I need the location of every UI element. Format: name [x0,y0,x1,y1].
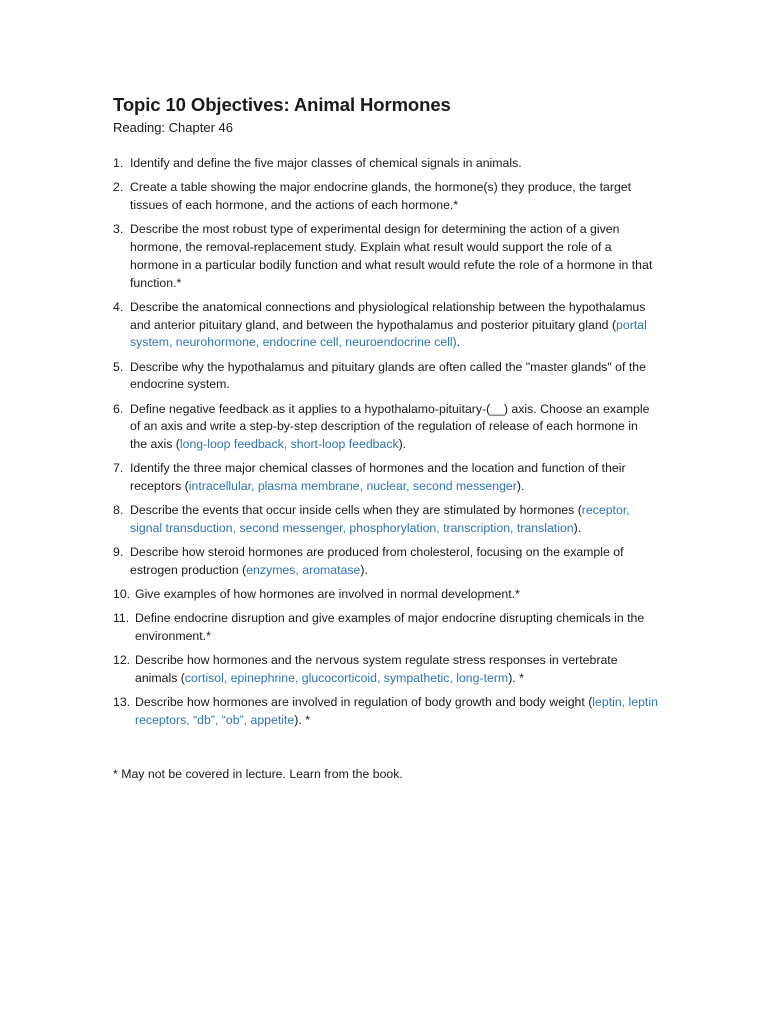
objective-text-segment: ). * [508,671,524,686]
objective-item [113,179,658,215]
objective-text-segment: Describe how hormones and the nervous system regulate stress responses in vertebrate animals ( [135,653,618,686]
objectives-list [113,155,658,736]
objective-item [113,460,658,496]
objective-number: 8. [113,503,124,518]
key-terms: leptin, leptin receptors, “db”, “ob”, appetite [135,695,658,728]
key-terms: receptor, signal transduction, second messenger, phosphorylation, transcription, translation [130,503,630,536]
objective-item [113,544,658,580]
objective-text [130,502,658,538]
objective-number: 11. [113,611,130,626]
objective-text-segment: Identify and define the five major classes of chemical signals in animals. [130,156,522,170]
reading-assignment: Reading: Chapter 46 [113,120,233,135]
objective-text [130,544,658,580]
objective-item [113,359,658,395]
objective-text [130,299,658,352]
objective-number: 12. [113,653,131,668]
objective-number: 9. [113,545,124,560]
key-terms: portal system, neurohormone, endocrine cell, neuroendocrine cell) [130,317,647,350]
objective-number: 1. [113,156,124,170]
objective-item [113,401,658,454]
objective-text [130,401,658,454]
objective-text [130,359,658,395]
objective-text [135,610,658,646]
objective-text [130,155,522,173]
objective-text-segment: ). * [294,713,310,728]
objective-number: 10. [113,587,131,602]
objective-text-segment: ). [516,479,525,494]
objective-text-segment: Describe the most robust type of experimental design for determining the action of a given hormone, the removal-replacement study. Explain what result would support the role of a hormone in a particular bodily function and what result would refute the role of a hormone in that function.* [130,222,653,290]
objective-text-segment: Give examples of how hormones are involved in normal development.* [135,587,520,602]
objective-number: 7. [113,461,124,476]
objective-text-segment: Describe why the hypothalamus and pituitary glands are often called the "master glands" of the endocrine system. [130,359,646,392]
page-title: Topic 10 Objectives: Animal Hormones [113,94,451,115]
objective-number: 4. [113,299,124,314]
key-terms: cortisol, epinephrine, glucocorticoid, sympathetic, long-term [184,671,509,686]
objective-number: 13. [113,695,131,710]
key-terms: long-loop feedback, short-loop feedback [179,437,399,452]
objective-text-segment: ). [398,437,407,452]
objective-number: 6. [113,401,124,416]
objective-text-segment: Define negative feedback as it applies to a hypothalamo-pituitary-(__) axis. Choose an example of an axis and write a step-by-step description of the regulation of release of each hormone in the axis ( [130,401,650,452]
objective-text-segment: Describe how steroid hormones are produced from cholesterol, focusing on the example of estrogen production ( [130,545,624,578]
key-terms: intracellular, plasma membrane, nuclear, second messenger [188,479,517,494]
objective-item [113,299,658,352]
objective-text [135,652,658,688]
key-terms: enzymes, aromatase [246,563,361,578]
objective-text [130,221,658,292]
objective-text-segment: Describe the events that occur inside cells when they are stimulated by hormones ( [130,503,582,518]
objective-item [113,586,658,604]
objective-item [113,502,658,538]
objective-number: 3. [113,222,124,237]
objective-text-segment: . [456,335,461,350]
objective-number: 2. [113,180,124,195]
objective-text [135,694,658,730]
objective-text-segment: Describe how hormones are involved in regulation of body growth and body weight ( [135,695,593,710]
footnote: * May not be covered in lecture. Learn from the book. [113,767,403,781]
objective-item [113,155,658,173]
objective-text-segment: Identify the three major chemical classes of hormones and the location and function of their receptors ( [130,461,626,494]
objective-item [113,652,658,688]
objective-number: 5. [113,359,124,374]
objective-text-segment: ). [360,563,368,578]
objective-item [113,221,658,292]
objective-text-segment: Create a table showing the major endocrine glands, the hormone(s) they produce, the target tissues of each hormone, and the actions of each hormone.* [130,180,632,212]
objective-text [130,460,658,496]
objective-text-segment: ). [573,521,582,536]
objective-text [135,586,520,604]
objective-text [130,179,658,215]
objective-text-segment: Describe the anatomical connections and physiological relationship between the hypothalamus and anterior pituitary gland, and between the hypothalamus and posterior pituitary gland ( [130,299,646,332]
objective-item [113,694,658,730]
objective-text-segment: Define endocrine disruption and give examples of major endocrine disrupting chemicals in the environment.* [135,611,645,644]
objective-item [113,610,658,646]
